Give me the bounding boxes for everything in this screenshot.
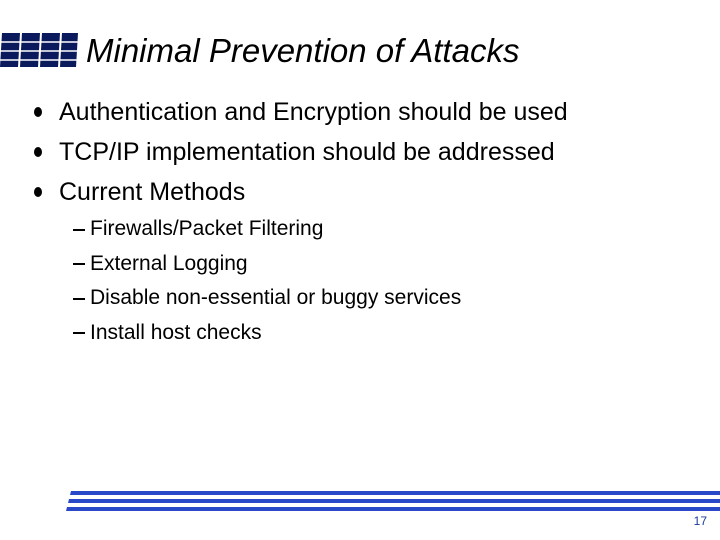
bullet-item: [34, 92, 568, 132]
sub-bullet-item: [73, 316, 461, 351]
sub-bullet-item: [73, 212, 461, 247]
sub-bullet-text: Firewalls/Packet Filtering: [90, 217, 324, 241]
bullet-text: TCP/IP implementation should be addressed: [59, 137, 555, 166]
bullet-dot-icon: [34, 187, 42, 197]
sub-bullet-list: [73, 212, 461, 350]
dash-icon: [73, 252, 90, 276]
dash-icon: [73, 217, 90, 241]
bullet-text: Current Methods: [59, 177, 246, 206]
slide-logo-icon: [0, 33, 78, 67]
footer-decoration: [0, 488, 720, 518]
bullet-item: [34, 132, 568, 172]
sub-bullet-text: Disable non-essential or buggy services: [90, 286, 462, 310]
bullet-text: Authentication and Encryption should be used: [59, 97, 568, 126]
bullet-list: [34, 92, 568, 212]
sub-bullet-text: External Logging: [90, 251, 248, 275]
page-number: 17: [693, 514, 707, 528]
slide-title: Minimal Prevention of Attacks: [86, 32, 520, 69]
dash-icon: [73, 321, 90, 345]
sub-bullet-text: Install host checks: [90, 320, 262, 344]
bullet-dot-icon: [34, 107, 42, 117]
sub-bullet-item: [73, 247, 461, 282]
bullet-item: [34, 172, 568, 212]
sub-bullet-item: [73, 281, 461, 316]
dash-icon: [73, 286, 90, 310]
bullet-dot-icon: [34, 147, 42, 157]
